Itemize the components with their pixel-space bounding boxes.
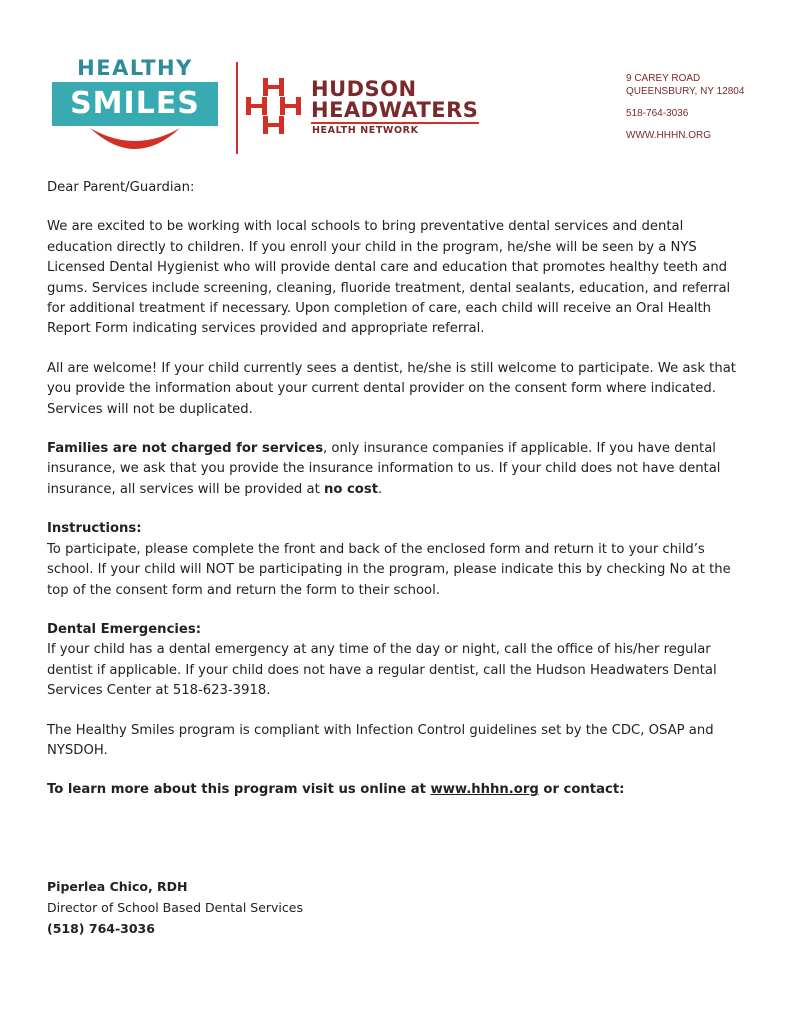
address-block: [626, 72, 744, 142]
hhn-wordmark-line1: HUDSON: [311, 77, 417, 101]
hhn-wordmark-line2: HEADWATERS: [311, 98, 479, 122]
letterhead: [0, 0, 791, 170]
learn-more-pre: To learn more about this program visit us online at: [47, 782, 431, 798]
instructions-heading-text: Instructions:: [47, 521, 142, 537]
address-street: 9 CAREY ROAD: [626, 73, 701, 84]
signature-name: Piperlea Chico, RDH: [47, 879, 188, 894]
cost-text: , only insurance companies if applicable. If you have dental insurance, we ask that you provide the insurance information to us. If your child does not have dental insurance, all services will be provided at: [47, 441, 721, 497]
healthy-smiles-logo-top: HEALTHY: [77, 56, 193, 80]
smile-icon: [86, 124, 184, 158]
learn-more-post: or contact:: [538, 782, 625, 798]
hhn-monogram-icon: [244, 76, 304, 136]
healthy-smiles-logo-bottom: SMILES: [52, 82, 218, 126]
website-link[interactable]: www.hhhn.org: [430, 782, 539, 798]
instructions-text: To participate, please complete the front and back of the enclosed form and return it to your child’s school. If your child will NOT be participating in the program, please indicate this by checking No at the top of the consent form and return the form to their school.: [47, 541, 731, 598]
hhn-rule: [311, 122, 479, 124]
logo-divider: [236, 62, 238, 154]
emergencies-text: If your child has a dental emergency at any time of the day or night, call the office of his/her regular dentist if applicable. If your child does not have a regular dentist, call the Hudson Headwaters Dental Services Center at 518-623-3918.: [47, 642, 717, 699]
address-city: QUEENSBURY, NY 12804: [626, 86, 745, 97]
signature-block: [47, 876, 303, 939]
cost-bold: Families are not charged for services: [47, 441, 324, 457]
instructions-heading: [47, 519, 747, 539]
compliance-text: The Healthy Smiles program is compliant with Infection Control guidelines set by the CDC, OSAP and NYSDOH.: [47, 722, 714, 758]
emergencies-heading-text: Dental Emergencies:: [47, 621, 201, 637]
paragraph-intro: We are excited to be working with local schools to bring preventative dental services and dental education directly to children. If you enroll your child in the program, he/she will be seen by a NYS Licensed Dental Hygienist who will provide dental care and education that promotes healthy teeth and gums. Services include screening, cleaning, fluoride treatment, dental sealants, education, and referral for additional treatment if necessary. Upon completion of care, each child will receive an Oral Health Report Form indicating services provided and appropriate referral.: [47, 219, 731, 337]
salutation: Dear Parent/Guardian:: [47, 180, 195, 195]
no-cost-bold: no cost: [323, 481, 379, 497]
signature-phone: (518) 764-3036: [47, 921, 155, 936]
cost-end: .: [378, 481, 383, 497]
letter-body: [47, 178, 747, 801]
address-web: WWW.HHHN.ORG: [626, 130, 711, 141]
emergencies-heading: [47, 620, 747, 640]
paragraph-cost: [47, 439, 747, 500]
learn-more: [47, 780, 747, 800]
address-phone: 518-764-3036: [626, 108, 689, 119]
healthy-smiles-logo: [52, 56, 218, 156]
hhn-subtitle: HEALTH NETWORK: [312, 125, 419, 136]
paragraph-welcome: All are welcome! If your child currently sees a dentist, he/she is still welcome to participate. We ask that you provide the information about your current dental provider on the consent form where indicated. Services will not be duplicated.: [47, 360, 736, 417]
signature-title: Director of School Based Dental Services: [47, 900, 303, 915]
hhn-wordmark: [311, 79, 478, 121]
